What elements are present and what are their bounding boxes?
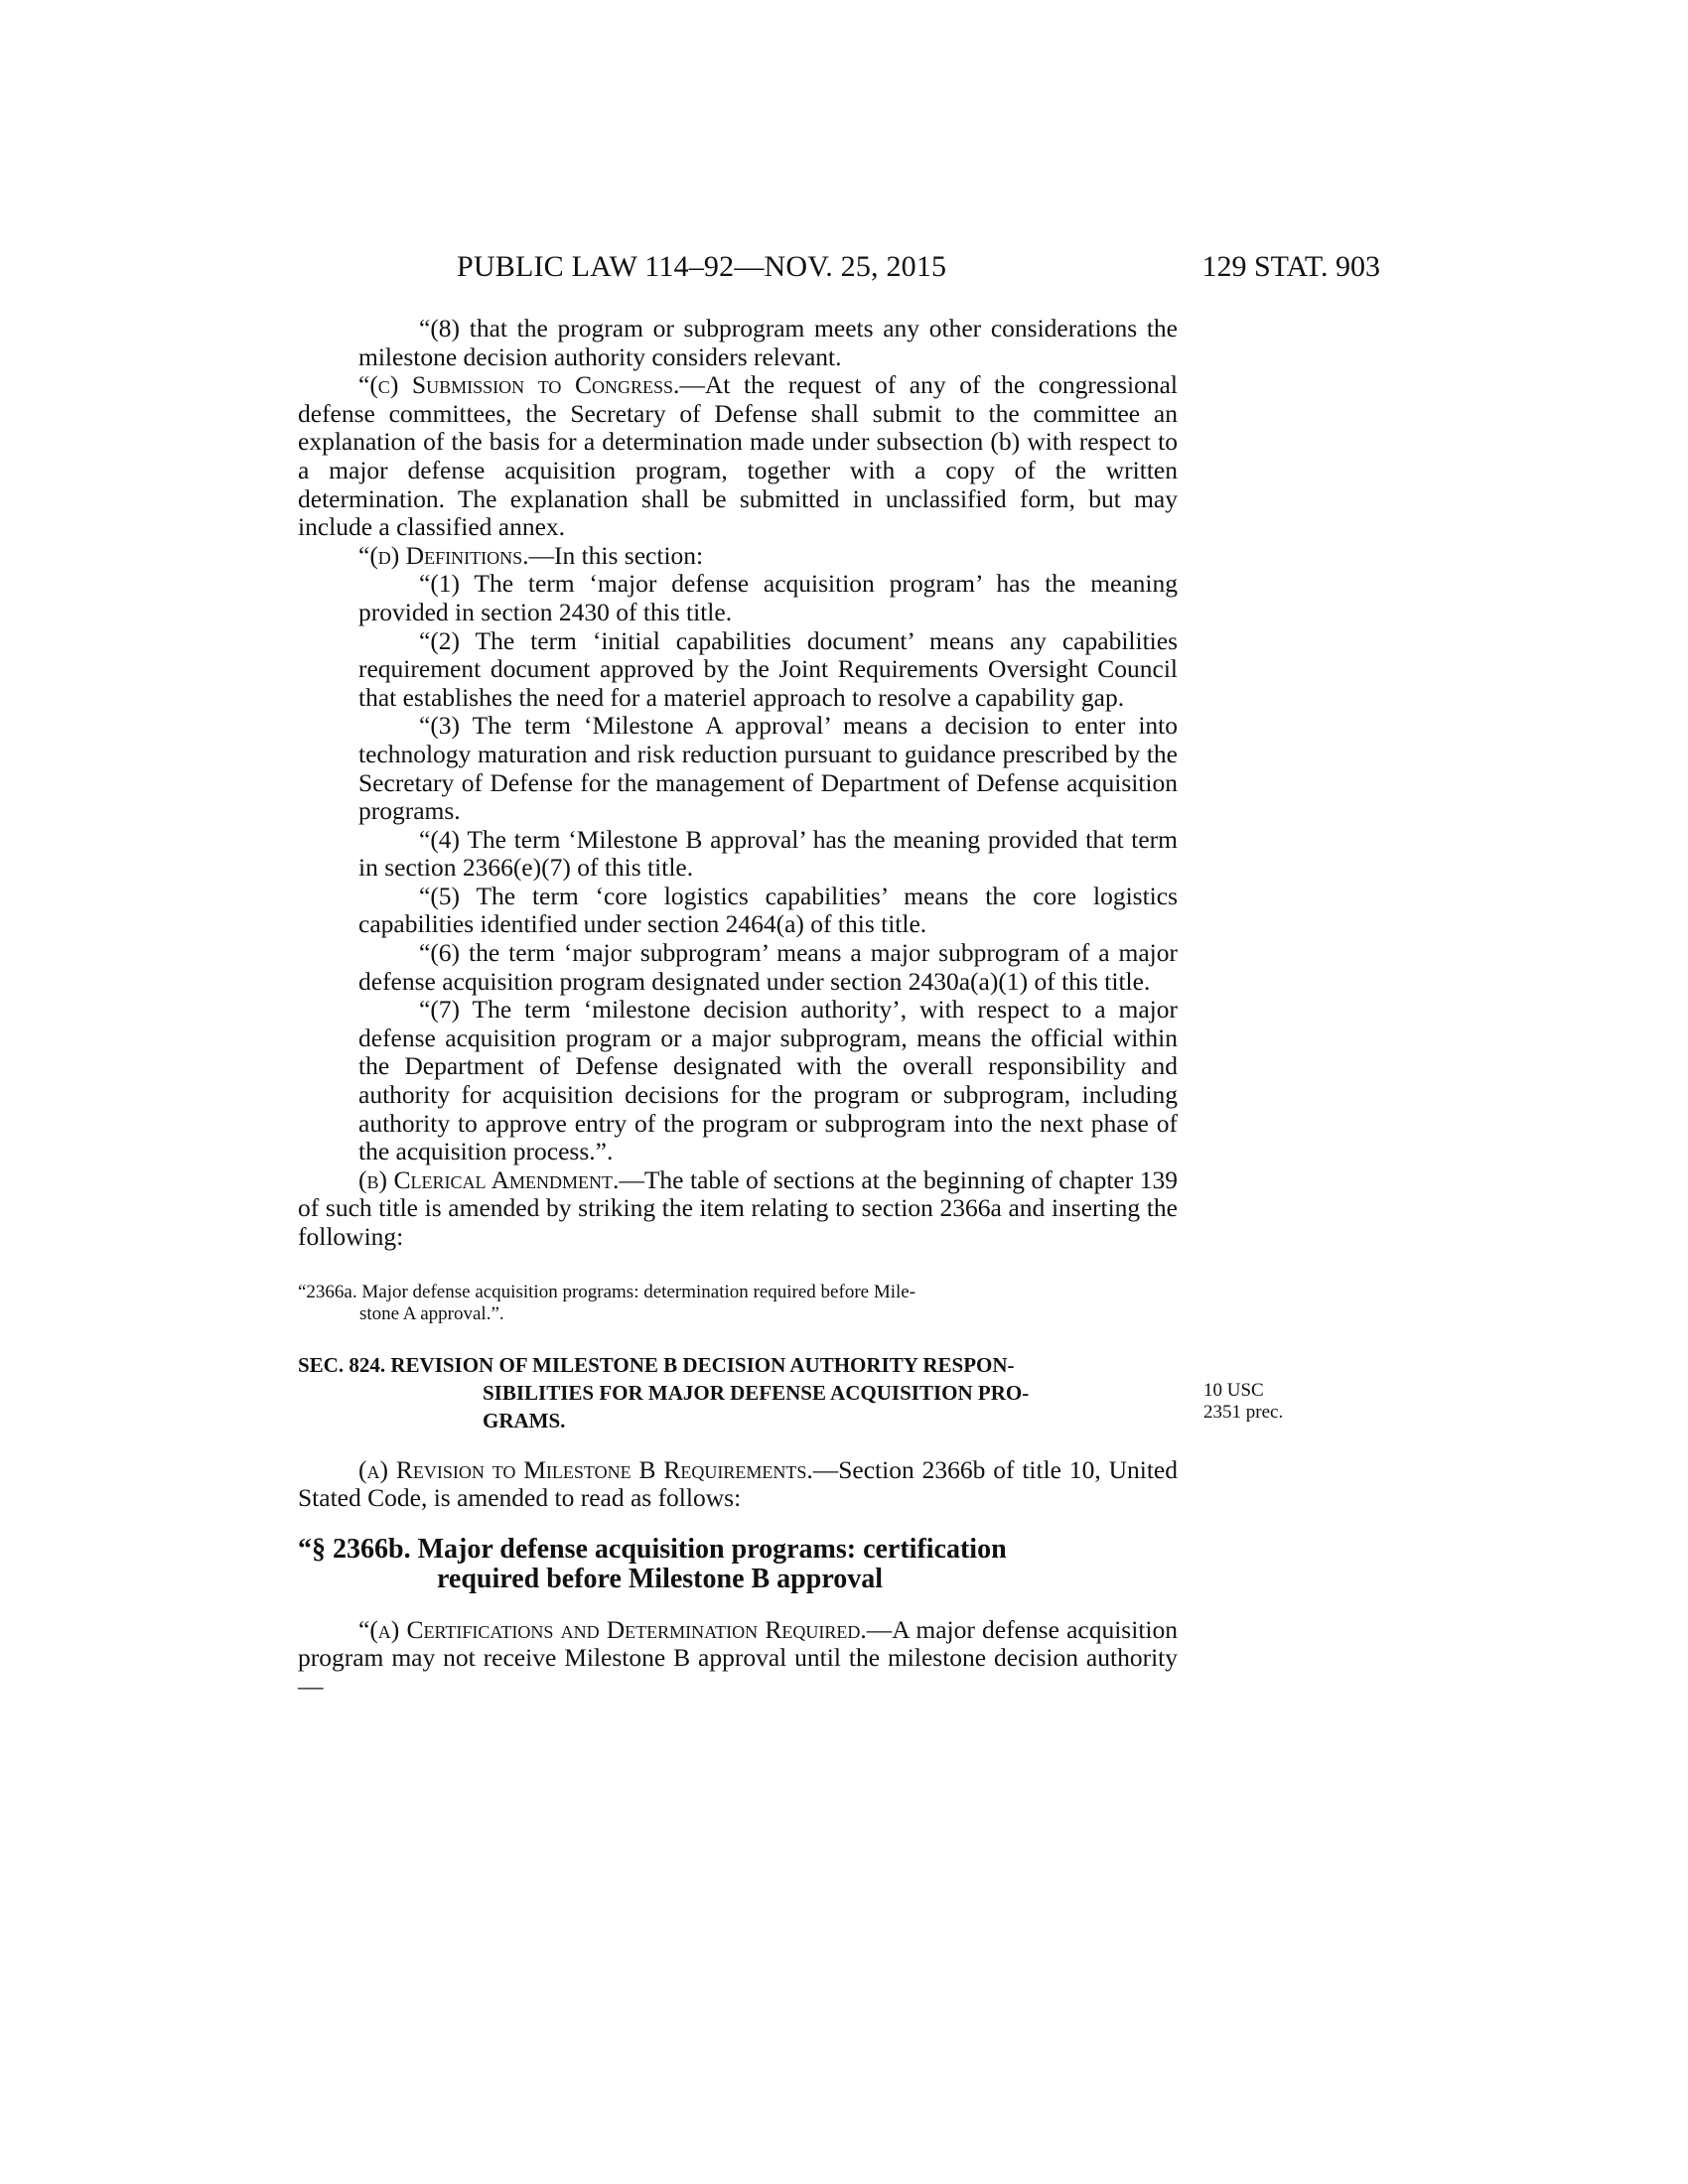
new-section-title: [298, 1535, 1178, 1594]
definition-5: “(5) The term ‘core logistics capabilities’ means the core logistics capabilities identified under section 2464(a) of this title.: [358, 881, 1178, 939]
section-heading-line-1: SEC. 824. REVISION OF MILESTONE B DECISION AUTHORITY RESPON-: [298, 1352, 1015, 1377]
margin-note-usc: [1203, 1380, 1283, 1424]
subsection-a-text: —Section 2366b of title 10, United Stated Code, is amended to read as follows:: [298, 1454, 1179, 1513]
stat-page-number: 129 STAT. 903: [1201, 250, 1380, 283]
clerical-amendment-text: —The table of sections at the beginning of chapter 139 of such title is amended by striking the item relating to section 2366a and inserting the following:: [298, 1164, 1178, 1251]
subsection-a-revision: [298, 1456, 1178, 1513]
definition-4: “(4) The term ‘Milestone B approval’ has the meaning provided that term in section 2366(e)(7) of this title.: [358, 824, 1178, 883]
subsection-d: [298, 542, 1178, 571]
clerical-amendment: [298, 1166, 1178, 1252]
page-header: [298, 250, 1380, 290]
document-body: [298, 315, 1178, 1702]
definition-3: “(3) The term ‘Milestone A approval’ means a decision to enter into technology maturation and risk reduction pursuant to guidance prescribed by the Secretary of Defense for the management of Department of Defense acquisition programs.: [358, 711, 1178, 826]
new-subsection-a: [298, 1616, 1178, 1702]
clerical-amendment-heading: (b) Clerical Amendment.: [358, 1164, 620, 1194]
margin-note-line-2: 2351 prec.: [1203, 1402, 1284, 1423]
subsection-c: [298, 371, 1178, 542]
section-heading-line-2: SIBILITIES FOR MAJOR DEFENSE ACQUISITION PRO-: [483, 1380, 1030, 1405]
section-heading-line-3: GRAMS.: [483, 1408, 566, 1433]
definition-6: “(6) the term ‘major subprogram’ means a major subprogram of a major defense acquisition program designated under section 2430a(a)(1) of this title.: [358, 938, 1178, 996]
subsection-c-text: —At the request of any of the congressional defense committees, the Secretary of Defense shall submit to the committee an explanation of the basis for a determination made under subsection (b) with respect to a major defense acquisition program, together with a copy of the written determination. The explanation shall be submitted in unclassified form, but may include a classified annex.: [298, 370, 1178, 542]
new-section-title-line-1: “§ 2366b. Major defense acquisition programs: certification: [298, 1533, 1007, 1565]
subsection-c-heading: “(c) Submission to Congress.: [358, 370, 680, 400]
paragraph-8: “(8) that the program or subprogram meets any other considerations the milestone decision authority considers relevant.: [358, 314, 1178, 371]
subsection-d-text: —In this section:: [528, 540, 704, 570]
toc-item-line-1: “2366a. Major defense acquisition programs: determination required before Mile-: [298, 1281, 916, 1302]
running-head-title: PUBLIC LAW 114–92—NOV. 25, 2015: [457, 250, 947, 283]
toc-item-line-2: stone A approval.”.: [359, 1302, 504, 1324]
new-subsection-a-heading: “(a) Certifications and Determination Required.: [358, 1614, 867, 1644]
definition-2: “(2) The term ‘initial capabilities document’ means any capabilities requirement document approved by the Joint Requirements Oversight Council that establishes the need for a materiel approach to resolve a capability gap.: [358, 625, 1178, 712]
subsection-a-heading: (a) Revision to Milestone B Requirements.: [358, 1454, 813, 1484]
table-of-sections-item: [298, 1282, 1178, 1325]
margin-note-line-1: 10 USC: [1203, 1380, 1264, 1401]
definition-7: “(7) The term ‘milestone decision authority’, with respect to a major defense acquisition program or a major subprogram, means the official within the Department of Defense designated with the overall responsibility and authority for acquisition decisions for the program or subprogram, including authority to approve entry of the program or subprogram into the next phase of the acquisition process.”.: [358, 995, 1178, 1166]
definition-1: “(1) The term ‘major defense acquisition program’ has the meaning provided in section 2430 of this title.: [358, 569, 1178, 626]
new-subsection-a-text: —A major defense acquisition program may not receive Milestone B approval until the milestone decision authority—: [298, 1614, 1178, 1701]
new-section-title-line-2: required before Milestone B approval: [437, 1563, 884, 1594]
section-824-heading: [298, 1351, 1178, 1434]
subsection-d-heading: “(d) Definitions.: [358, 540, 529, 570]
